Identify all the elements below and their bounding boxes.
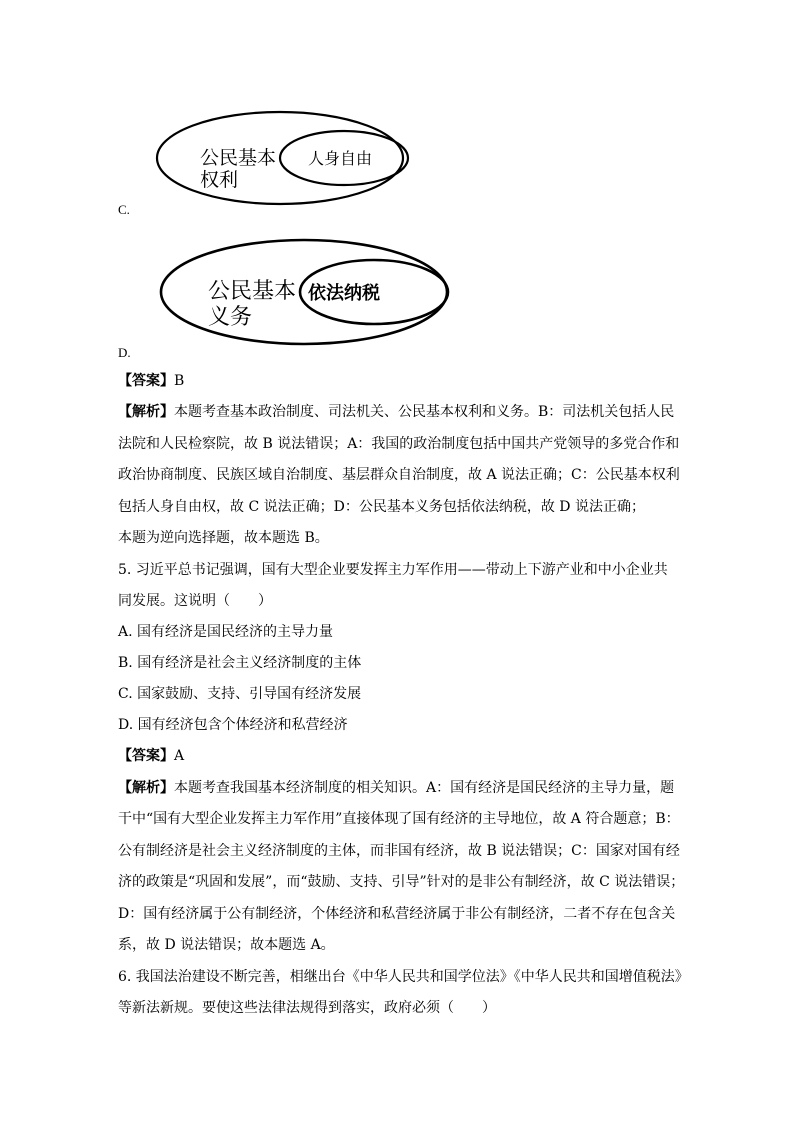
- outer-label-rights-line2: 权利: [200, 169, 239, 191]
- q5-analysis-line-2: 干中“国有大型企业发挥主力军作用”直接体现了国有经济的主导地位，故 A 符合题意；B：: [118, 811, 680, 827]
- venn-diagram-duties-svg: [156, 236, 456, 348]
- q5-stem-line-1: 5. 习近平总书记强调，国有大型企业要发挥主力军作用——带动上下游产业和中小企业共: [118, 562, 668, 578]
- q4-analysis-text-1: 本题考查基本政治制度、司法机关、公民基本权利和义务。B：司法机关包括人民: [174, 404, 675, 420]
- q5-analysis-text-1: 本题考查我国基本经济制度的相关知识。A：国有经济是国民经济的主导力量，题: [174, 780, 675, 796]
- q5-option-d: D. 国有经济包含个体经济和私营经济: [118, 717, 348, 733]
- q4-answer: [118, 371, 688, 391]
- outer-label-duties-line2: 义务: [208, 305, 253, 330]
- q6-stem-line-1: 6. 我国法治建设不断完善，相继出台《中华人民共和国学位法》《中华人民共和国增值税法》: [118, 969, 689, 985]
- venn-diagram-rights: [150, 108, 420, 208]
- outer-ellipse-duties: [161, 240, 447, 344]
- q5-analysis-line-6: 系，故 D 说法错误；故本题选 A。: [118, 937, 335, 953]
- q5-analysis-tag: 【解析】: [118, 780, 174, 796]
- q5-analysis-line-4: 济的政策是“巩固和发展”，而“鼓励、支持、引导”针对的是非公有制经济，故 C 说法错误；: [118, 874, 685, 890]
- q5-analysis-line-5: D：国有经济属于公有制经济，个体经济和私营经济属于非公有制经济，二者不存在包含关: [118, 906, 676, 922]
- q4-answer-tag: 【答案】: [118, 373, 174, 389]
- q4-answer-value: B: [174, 373, 185, 389]
- q4-analysis-line-3: 政治协商制度、民族区域自治制度、基层群众自治制度，故 A 说法正确；C：公民基本权利: [118, 467, 680, 483]
- q5-option-b: B. 国有经济是社会主义经济制度的主体: [118, 655, 362, 671]
- outer-label-rights-line1: 公民基本: [200, 147, 277, 169]
- option-c-label: C.: [118, 202, 130, 217]
- q5-analysis-line-1: [118, 778, 688, 798]
- q5-answer-tag: 【答案】: [118, 748, 174, 764]
- q4-analysis-line-2: 法院和人民检察院，故 B 说法错误；A：我国的政治制度包括中国共产党领导的多党合作和: [118, 436, 680, 452]
- q5-option-a: A. 国有经济是国民经济的主导力量: [118, 624, 334, 640]
- q4-analysis-line-4: 包括人身自由权，故 C 说法正确；D：公民基本义务包括依法纳税，故 D 说法正确；: [118, 499, 645, 515]
- q5-analysis-line-3: 公有制经济是社会主义经济制度的主体，而非国有经济，故 B 说法错误；C：国家对国有经: [118, 843, 680, 859]
- q4-analysis-tag: 【解析】: [118, 404, 174, 420]
- q5-stem-line-2: 同发展。这说明（ ）: [118, 593, 272, 609]
- inner-label-tax: 依法纳税: [308, 283, 380, 304]
- q5-answer-value: A: [174, 748, 185, 764]
- venn-diagram-rights-svg: [150, 108, 420, 208]
- option-d-label: D.: [118, 345, 131, 360]
- q4-analysis-line-1: [118, 402, 688, 422]
- q4-analysis-line-5: 本题为逆向选择题，故本题选 B。: [118, 530, 329, 546]
- q5-answer: [118, 746, 688, 766]
- q5-option-c: C. 国家鼓励、支持、引导国有经济发展: [118, 686, 362, 702]
- inner-label-freedom: 人身自由: [308, 149, 373, 168]
- outer-label-duties-line1: 公民基本: [208, 279, 297, 304]
- venn-diagram-duties: [156, 236, 456, 348]
- q6-stem-line-2: 等新法新规。要使这些法律法规得到落实，政府必须（ ）: [118, 1000, 496, 1016]
